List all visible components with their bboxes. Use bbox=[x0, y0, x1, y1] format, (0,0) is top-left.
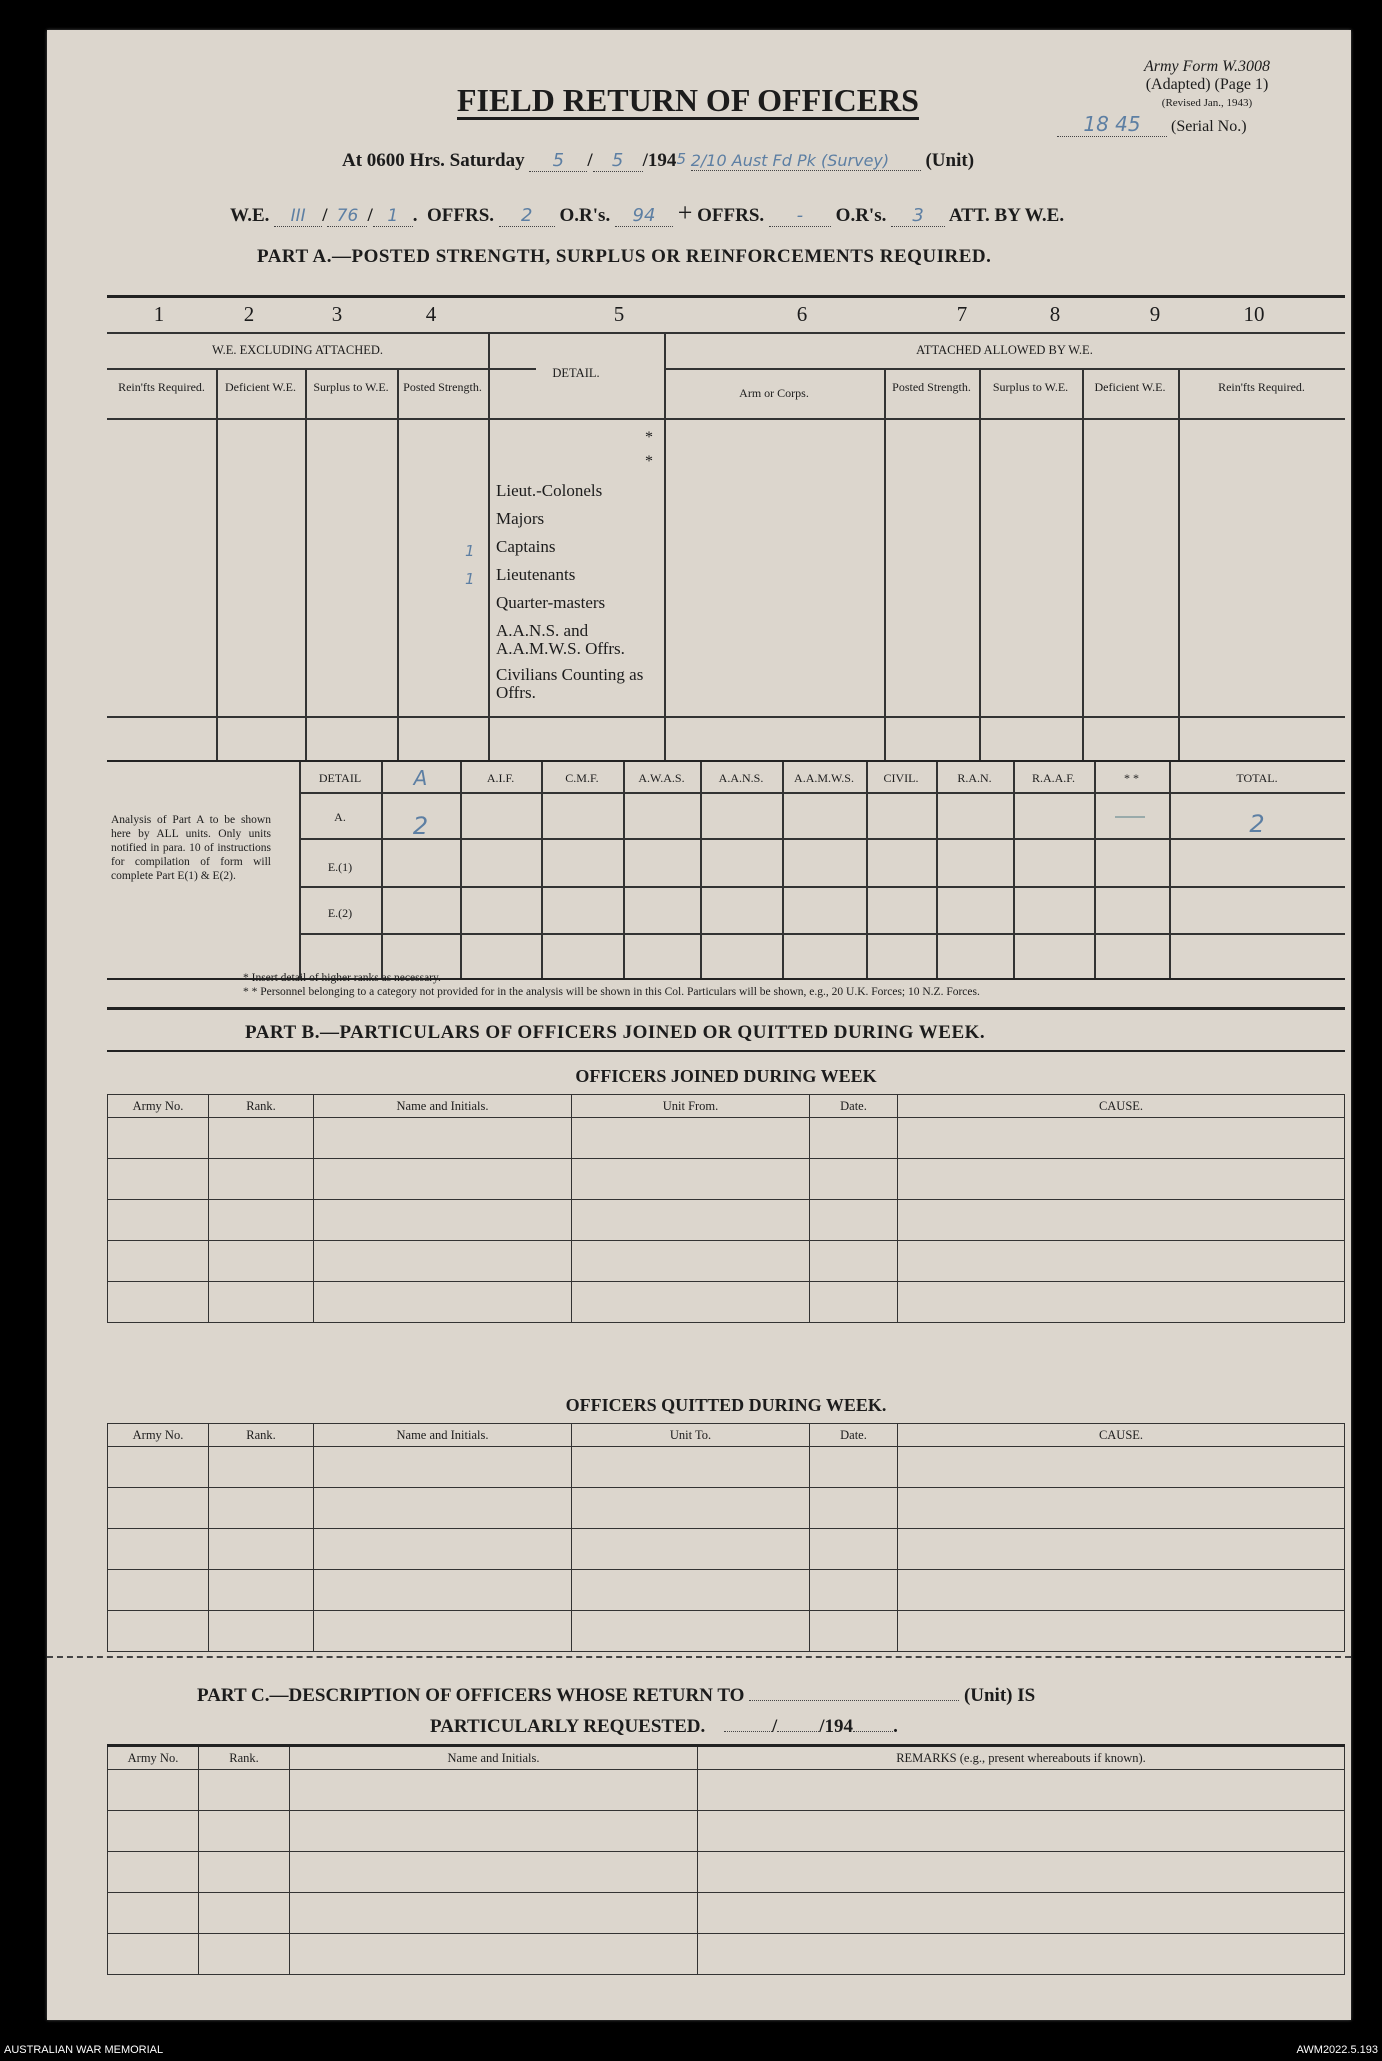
month-hand: 5 bbox=[593, 150, 643, 172]
analysis-total-hand: 2 bbox=[1249, 810, 1265, 838]
quitted-header-unit-to: Unit To. bbox=[572, 1424, 810, 1447]
table-row bbox=[108, 1241, 1345, 1282]
col-number: 4 bbox=[425, 302, 437, 326]
col-number: 10 bbox=[1243, 302, 1265, 326]
rank-quartermasters: Quarter-masters bbox=[496, 593, 606, 612]
part-c-header-army-no: Army No. bbox=[108, 1746, 199, 1770]
col-number: 2 bbox=[243, 302, 255, 326]
analysis-row-a-hand: 2 bbox=[412, 812, 429, 840]
we-hand-3: 1 bbox=[373, 206, 413, 227]
year-hand: 5 bbox=[676, 150, 686, 168]
col-number: 9 bbox=[1149, 302, 1161, 326]
tear-line bbox=[47, 1656, 1351, 1658]
analysis-header-awas: A.W.A.S. bbox=[638, 771, 685, 785]
part-c-header-remarks: REMARKS (e.g., present whereabouts if known). bbox=[698, 1746, 1345, 1770]
we-label: W.E. bbox=[230, 205, 270, 226]
table-row bbox=[108, 1893, 1345, 1934]
joined-header-rank: Rank. bbox=[209, 1095, 314, 1118]
analysis-row-e2: E.(2) bbox=[327, 906, 353, 920]
detail-header: DETAIL. bbox=[552, 366, 600, 380]
table-row bbox=[108, 1934, 1345, 1975]
footer-bar bbox=[0, 2040, 1382, 2061]
part-c-date: /194 bbox=[819, 1716, 854, 1737]
table-row bbox=[108, 1811, 1345, 1852]
ors-label: O.R's. bbox=[559, 205, 611, 226]
joined-header-cause: CAUSE. bbox=[898, 1095, 1345, 1118]
table-row bbox=[108, 1118, 1345, 1159]
footnote-1: * Insert detail of higher ranks as necessary. bbox=[243, 972, 441, 984]
rank-lt-colonels: Lieut.-Colonels bbox=[496, 481, 603, 500]
table-row bbox=[108, 1570, 1345, 1611]
header-surplus-att: Surplus to W.E. bbox=[992, 380, 1069, 394]
plus-sign: + bbox=[677, 198, 693, 227]
offrs2-label: OFFRS. bbox=[697, 205, 765, 226]
at-line-prefix: At 0600 Hrs. Saturday bbox=[342, 150, 525, 171]
header-posted: Posted Strength. bbox=[403, 380, 482, 394]
form-adapted: (Adapted) (Page 1) bbox=[1145, 76, 1269, 93]
form-number: Army Form W.3008 bbox=[1143, 58, 1271, 75]
header-deficient-att: Deficient W.E. bbox=[1094, 380, 1166, 394]
col-number: 1 bbox=[153, 302, 165, 326]
col-number: 8 bbox=[1049, 302, 1061, 326]
quitted-header-name: Name and Initials. bbox=[314, 1424, 572, 1447]
group-header-left: W.E. EXCLUDING ATTACHED. bbox=[211, 343, 384, 357]
joined-header-name: Name and Initials. bbox=[314, 1095, 572, 1118]
offrs-label: OFFRS. bbox=[427, 205, 495, 226]
form-revised: (Revised Jan., 1943) bbox=[1161, 97, 1253, 109]
table-row bbox=[108, 1200, 1345, 1241]
table-row bbox=[108, 1611, 1345, 1652]
header-surplus: Surplus to W.E. bbox=[313, 380, 389, 394]
analysis-header-civil: CIVIL. bbox=[883, 771, 919, 785]
unit-label: (Unit) bbox=[925, 150, 975, 171]
ors-hand: 94 bbox=[615, 205, 673, 227]
we-line: W.E. III / 76 / 1 . OFFRS. 2 O.R's. 94 + OFFRS. - O.R's. 3 ATT. BY W.E. bbox=[230, 198, 1065, 227]
rank-civilians: Civilians Counting as Offrs. bbox=[496, 665, 644, 702]
part-c-table bbox=[107, 1744, 1345, 1975]
offrs-hand: 2 bbox=[499, 205, 555, 227]
rank-aans: A.A.N.S. and A.A.M.W.S. Offrs. bbox=[496, 621, 625, 658]
table-row bbox=[108, 1770, 1345, 1811]
part-c-title-1: PART C.—DESCRIPTION OF OFFICERS WHOSE RETURN TO bbox=[197, 1685, 745, 1706]
part-c-title-2: PARTICULARLY REQUESTED. bbox=[430, 1716, 706, 1737]
unit-hand: 2/10 Aust Fd Pk (Survey) bbox=[691, 151, 921, 171]
table-row bbox=[108, 1488, 1345, 1529]
col-number: 6 bbox=[796, 302, 808, 326]
analysis-header-aif: A.I.F. bbox=[486, 771, 515, 785]
serial-label: (Serial No.) bbox=[1171, 118, 1247, 135]
part-c-title bbox=[197, 1685, 1035, 1707]
form-page bbox=[47, 30, 1351, 2020]
joined-header-date: Date. bbox=[810, 1095, 898, 1118]
we-hand-2: 76 bbox=[327, 206, 367, 227]
analysis-note: Analysis of Part A to be shown here by ALL units. Only units notified in para. 10 of instructions for compilation of form will complete Part E(1) & E(2). bbox=[111, 814, 271, 882]
footnote-2: * * Personnel belonging to a category not provided for in the analysis will be shown in this Col. Particulars will be shown, e.g., 20 U.K. Forces; 10 N.Z. Forces. bbox=[243, 986, 980, 998]
part-c-header-name: Name and Initials. bbox=[290, 1746, 698, 1770]
quitted-header-army-no: Army No. bbox=[108, 1424, 209, 1447]
col-number: 7 bbox=[956, 302, 968, 326]
header-deficient: Deficient W.E. bbox=[225, 380, 296, 394]
group-header-right: ATTACHED ALLOWED BY W.E. bbox=[916, 343, 1093, 357]
part-b-title: PART B.—PARTICULARS OF OFFICERS JOINED OR QUITTED DURING WEEK. bbox=[245, 1022, 986, 1043]
table-row bbox=[108, 1282, 1345, 1323]
offrs2-hand: - bbox=[769, 205, 831, 227]
posted-captains-hand: 1 bbox=[465, 542, 475, 560]
day-hand: 5 bbox=[529, 150, 587, 172]
ors2-label: O.R's. bbox=[835, 205, 887, 226]
header-reinfts: Rein'fts Required. bbox=[118, 380, 205, 394]
header-posted-att: Posted Strength. bbox=[892, 380, 971, 394]
joined-table bbox=[107, 1094, 1345, 1323]
column-numbers bbox=[107, 302, 1345, 330]
posted-lieutenants-hand: 1 bbox=[465, 570, 475, 588]
analysis-row-a: A. bbox=[334, 810, 346, 824]
part-c-subtitle: PARTICULARLY REQUESTED. / /194 . bbox=[430, 1716, 898, 1737]
analysis-header-aamws: A.A.M.W.S. bbox=[794, 771, 854, 785]
joined-title: OFFICERS JOINED DURING WEEK bbox=[575, 1066, 877, 1086]
analysis-header-total: TOTAL. bbox=[1236, 771, 1278, 785]
att-label: ATT. BY W.E. bbox=[948, 205, 1065, 226]
analysis-header-cmf: C.M.F. bbox=[565, 771, 599, 785]
dash-mark bbox=[1115, 816, 1145, 818]
analysis-header-other: * * bbox=[1124, 771, 1139, 785]
joined-header-unit-from: Unit From. bbox=[572, 1095, 810, 1118]
table-row bbox=[108, 1852, 1345, 1893]
quitted-header-date: Date. bbox=[810, 1424, 898, 1447]
rank-list bbox=[496, 480, 661, 702]
table-row bbox=[108, 1529, 1345, 1570]
analysis-header-hand-a: A bbox=[413, 766, 428, 790]
ors2-hand: 3 bbox=[891, 205, 945, 227]
year-prefix: /194 bbox=[642, 150, 677, 171]
serial-number bbox=[1057, 112, 1247, 137]
table-row bbox=[108, 1447, 1345, 1488]
table-row bbox=[108, 1159, 1345, 1200]
quitted-header-rank: Rank. bbox=[209, 1424, 314, 1447]
analysis-header-ran: R.A.N. bbox=[957, 771, 992, 785]
analysis-row-e1: E.(1) bbox=[327, 860, 353, 874]
form-reference bbox=[1087, 58, 1327, 112]
rank-lieutenants: Lieutenants bbox=[496, 565, 576, 584]
header-arm-corps: Arm or Corps. bbox=[739, 386, 809, 400]
part-a-title: PART A.—POSTED STRENGTH, SURPLUS OR REINFORCEMENTS REQUIRED. bbox=[257, 246, 992, 267]
page-title: FIELD RETURN OF OFFICERS bbox=[457, 82, 919, 118]
quitted-table bbox=[107, 1423, 1345, 1652]
col-number: 3 bbox=[331, 302, 343, 326]
analysis-header-detail: DETAIL bbox=[318, 771, 362, 785]
asterisks: * * bbox=[645, 429, 653, 470]
part-c-title-1-end: (Unit) IS bbox=[963, 1685, 1036, 1706]
footer-right: AWM2022.5.193 bbox=[1296, 2044, 1378, 2056]
header-reinfts-att: Rein'fts Required. bbox=[1218, 380, 1305, 394]
analysis-header-aans: A.A.N.S. bbox=[718, 771, 764, 785]
part-c-header-rank: Rank. bbox=[199, 1746, 290, 1770]
footer-left: AUSTRALIAN WAR MEMORIAL bbox=[4, 2044, 164, 2056]
at-line: At 0600 Hrs. Saturday 5 / 5 $/194^5$ 2/10 Aust Fd Pk (Survey) (Unit) bbox=[342, 150, 975, 171]
rank-captains: Captains bbox=[496, 537, 556, 556]
joined-header-army-no: Army No. bbox=[108, 1095, 209, 1118]
we-hand-1: III bbox=[274, 206, 322, 227]
quitted-title: OFFICERS QUITTED DURING WEEK. bbox=[565, 1395, 887, 1415]
analysis-header-raaf: R.A.A.F. bbox=[1031, 771, 1076, 785]
rank-majors: Majors bbox=[496, 509, 545, 528]
quitted-header-cause: CAUSE. bbox=[898, 1424, 1345, 1447]
serial-hand: 18 45 bbox=[1057, 112, 1167, 137]
col-number: 5 bbox=[613, 302, 625, 326]
